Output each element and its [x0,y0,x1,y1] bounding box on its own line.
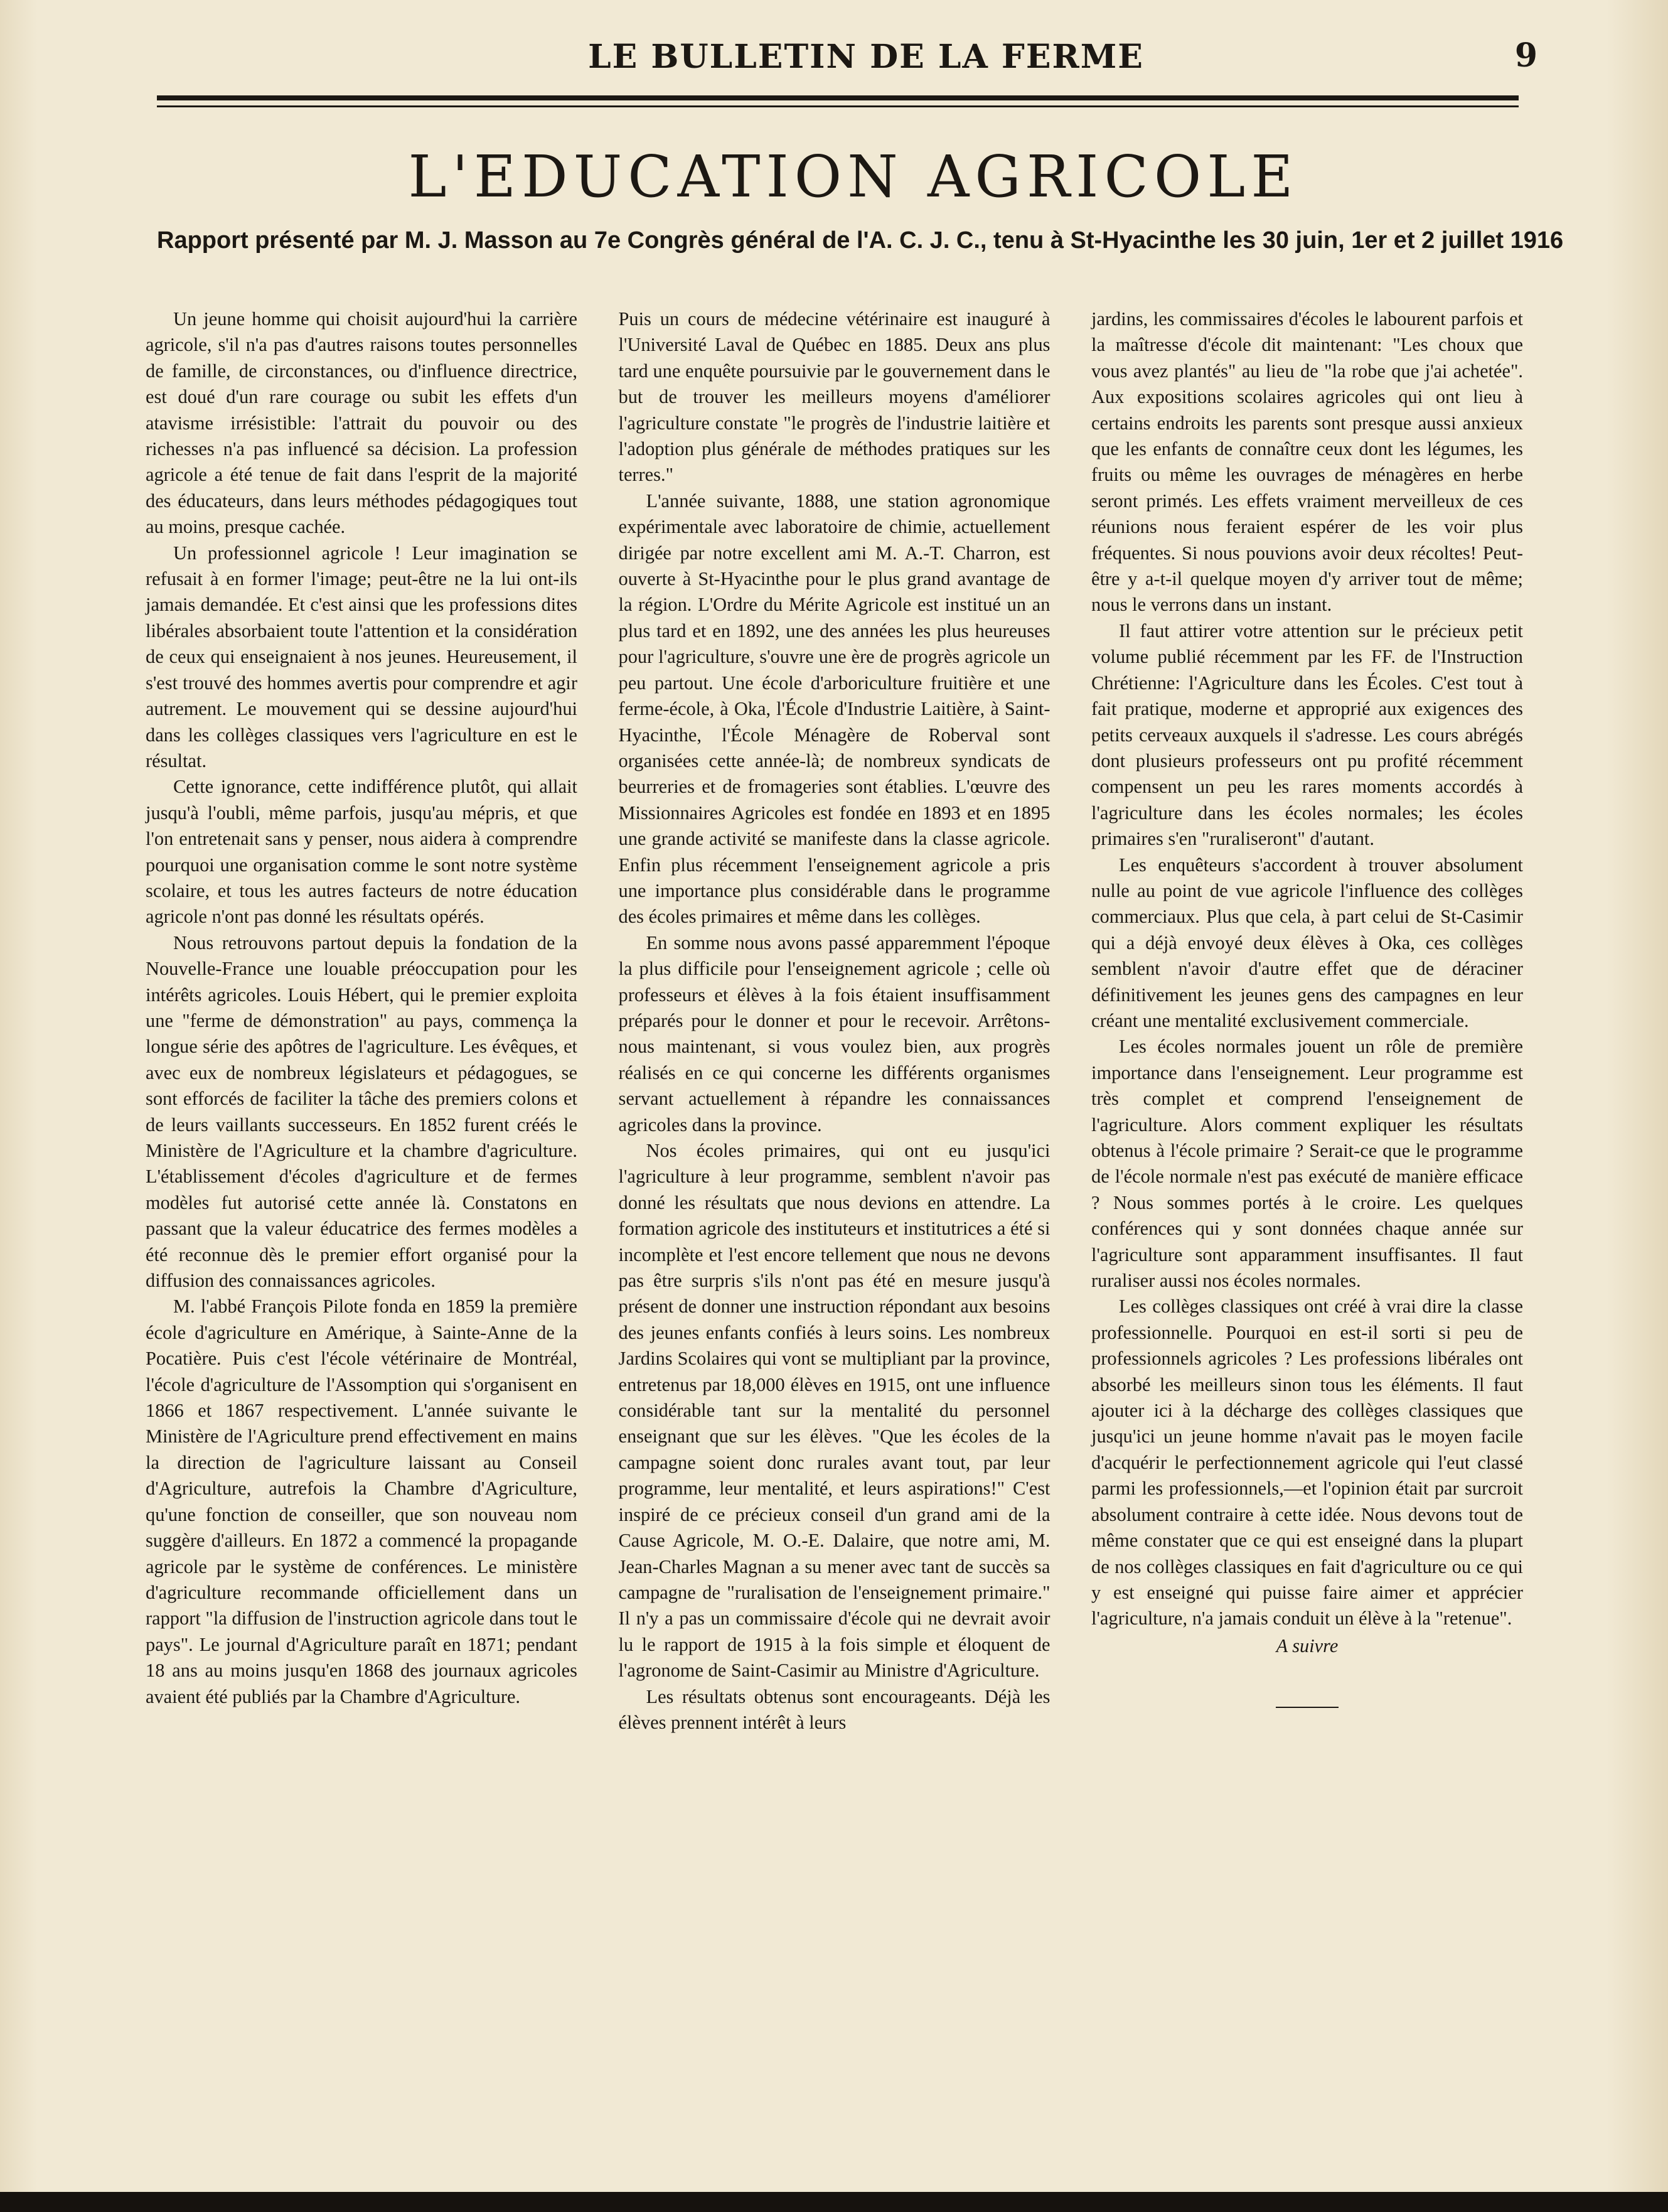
paragraph: Un jeune homme qui choisit aujourd'hui la carrière agricole, s'il n'a pas d'autres raisons toutes personnelles de famille, de circonstances, ou d'influence directrice, est doué d'un rare courage ou subit les effets d'un atavisme irrésistible: l'attrait du pouvoir ou des richesses n'a pas influencé sa décision. La profession agricole a été tenue de fait dans l'esprit de la majorité des éducateurs, dans leurs méthodes pédagogiques tout au moins, presque cachée. [146,308,577,538]
continued-note: A suivre [1276,1635,1339,1656]
header-rule-thick [157,95,1519,100]
paragraph: Les enquêteurs s'accordent à trouver absolument nulle au point de vue agricole l'influence des collèges commerciaux. Plus que cela, à part celui de St-Casimir qui a déjà envoyé deux élèves à Oka, ces collèges semblent n'avoir d'autre effet que de déraciner définitivement les jeunes gens des campagnes en leur créant une mentalité exclusivement commerciale. [1091,854,1523,1031]
paragraph: Il faut attirer votre attention sur le précieux petit volume publié récemment par les FF. de l'Instruction Chrétienne: l'Agriculture dans les Écoles. C'est tout à fait pratique, moderne et approprié aux exigences des petits cerveaux auxquels il s'adresse. Les cours abrégés dont plusieurs professeurs ont pu profité récemment compensent un peu les rares moments accordés à l'agriculture dans les écoles normales; les écoles primaires s'en "ruraliseront" d'autant. [1091,620,1523,850]
paragraph: En somme nous avons passé apparemment l'époque la plus difficile pour l'enseignement agricole ; celle où professeurs et élèves à la fois étaient insuffisamment préparés pour le donner et pour le recevoir. Arrêtons-nous maintenant, si vous voulez bien, aux progrès réalisés en ce qui concerne les différents organismes servant actuellement à répandre les connaissances agricoles dans la province. [618,932,1051,1136]
paragraph: Les écoles normales jouent un rôle de première importance dans l'enseignement. Leur programme est très complet et comprend l'enseignement de l'agriculture. Alors comment expliquer les résultats obtenus à l'école primaire ? Serait-ce que le programme de l'école normale n'est pas exécuté de manière efficace ? Nous sommes portés à le croire. Les quelques conférences qui y sont données chaque année sur l'agriculture sont apparamment insuffisantes. Il faut ruraliser aussi nos écoles normales. [1091,1036,1523,1292]
header-rule-thin [157,105,1519,107]
paragraph: Nous retrouvons partout depuis la fondation de la Nouvelle-France une louable préoccupation pour les intérêts agricoles. Louis Hébert, qui le premier exploita une "ferme de démonstration" au pays, commença la longue série des apôtres de l'agriculture. Les évêques, et avec eux de nombreux législateurs et pédagogues, se sont efforcés de faciliter la tâche des premiers colons et de leurs vaillants successeurs. En 1852 furent créés le Ministère de l'Agriculture et la chambre d'agriculture. L'établissement d'écoles d'agriculture et de fermes modèles fut autorisé cette année là. Constatons en passant que la valeur éducatrice des fermes modèles a été reconnue dès le premier effort organisé pour la diffusion des connaissances agricoles. [146,932,577,1292]
column-2 [619,306,1051,2089]
paragraph: Cette ignorance, cette indifférence plutôt, qui allait jusqu'à l'oubli, même parfois, jusqu'au mépris, et que l'on entretenait sans y penser, nous aidera à comprendre pourquoi une organisation comme le sont notre système scolaire, et tous les autres facteurs de notre éducation agricole n'ont pas donné les résultats opérés. [146,776,577,928]
column-3 [1091,306,1523,2089]
scan-edge [0,2192,1668,2212]
paragraph: M. l'abbé François Pilote fonda en 1859 la première école d'agriculture en Amérique, à Sainte-Anne de la Pocatière. Puis c'est l'école vétérinaire de Montréal, l'école d'agriculture de l'Assomption qui s'organisent en 1866 et 1867 respectivement. L'année suivante le Ministère de l'Agriculture prend effectivement en mains la direction de l'agriculture laissant au Conseil d'Agriculture, autrefois la Chambre d'Agriculture, qu'une fonction de conseiller, que son nouveau nom suggère d'ailleurs. En 1872 a commencé la propagande agricole par le système de conférences. Le ministère d'agriculture recommande officiellement dans un rapport "la diffusion de l'instruction agricole dans tout le pays". Le journal d'Agriculture paraît en 1871; pendant 18 ans au moins jusqu'en 1868 des journaux agricoles avaient été publiés par la Chambre d'Agriculture. [146,1296,577,1707]
page-number: 9 [1514,36,1537,75]
paragraph: Les collèges classiques ont créé à vrai dire la classe professionnelle. Pourquoi en est-il sorti si peu de professionnels agricoles ? Les professions libérales ont absorbé les meilleurs sinon tous les éléments. Il faut ajouter ici à la décharge des collèges classiques que jusqu'ici un jeune homme n'avait pas le moyen facile d'acquérir le perfectionnement agricole qui l'eut classé parmi les professionnels,—et l'opinion était par surcroit absolument contraire à cette idée. Nous devons tout de même constater que ce qui est enseigné dans la plupart de nos collèges classiques en fait d'agriculture ou ce qui y est enseigné qui puisse faire aimer et apprécier l'agriculture, n'a jamais conduit un élève à la "retenue". [1091,1296,1523,1629]
paragraph: Les résultats obtenus sont encourageants. Déjà les élèves prennent intérêt à leurs [618,1685,1051,1733]
article-subtitle: Rapport présenté par M. J. Masson au 7e Congrès général de l'A. C. J. C., tenu à St-Hyacinthe les 30 juin, 1er et 2 juillet 1916 [157,227,1564,254]
end-rule [1276,1707,1339,1708]
column-1 [146,306,577,2089]
article-title: L'EDUCATION AGRICOLE [408,143,1299,210]
paragraph: L'année suivante, 1888, une station agronomique expérimentale avec laboratoire de chimie, actuellement dirigée par notre excellent ami M. A.-T. Charron, est ouverte à St-Hyacinthe pour le plus grand avantage de la région. L'Ordre du Mérite Agricole est institué un an plus tard et en 1892, une des années les plus heureuses pour l'agriculture, s'ouvre une ère de progrès agricole un peu partout. Une école d'arboriculture fruitière et une ferme-école, à Oka, l'École d'Industrie Laitière, à Saint-Hyacinthe, l'École Ménagère de Roberval sont organisées cette année-là; de nombreux syndicats de beurreries et de fromageries sont établies. L'œuvre des Missionnaires Agricoles est fondée en 1893 et en 1895 une grande activité se manifeste dans la classe agricole. Enfin plus récemment l'enseignement agricole a pris une importance plus considérable dans le programme des écoles primaires et même dans les collèges. [618,490,1051,928]
paragraph: Nos écoles primaires, qui ont eu jusqu'ici l'agriculture à leur programme, semblent n'avoir pas donné les résultats que nous devions en attendre. La formation agricole des instituteurs et institutrices a été si incomplète et l'est encore tellement que nous ne devons pas être surpris s'ils n'ont pas été en mesure jusqu'à présent de donner une instruction répondant aux besoins des jeunes enfants confiés à leurs soins. Les nombreux Jardins Scolaires qui vont se multipliant par la province, entretenus par 18,000 élèves en 1915, ont une influence considérable tant sur la mentalité du personnel enseignant que sur les élèves. "Que les écoles de la campagne soient donc rurales avant tout, par leur programme, leur mentalité, et leurs aspirations!" C'est inspiré de ce précieux conseil d'un grand ami de la Cause Agricole, M. O.-E. Dalaire, que notre ami, M. Jean-Charles Magnan a su mener avec tant de succès sa campagne de "ruralisation de l'enseignement primaire." Il n'y a pas un commissaire d'école qui ne devrait avoir lu le rapport de 1915 à la fois simple et éloquent de l'agronome de Saint-Casimir au Ministre d'Agriculture. [618,1140,1051,1682]
paragraph: Un professionnel agricole ! Leur imagination se refusait à en former l'image; peut-être ne la lui ont-ils jamais demandée. Et c'est ainsi que les professions dites libérales absorbaient toute l'attention et la considération de ceux qui enseignaient à nos jeunes. Heureusement, il s'est trouvé des hommes avertis pour comprendre et agir autrement. Le mouvement qui se dessine aujourd'hui dans les collèges classiques vers l'agriculture en est le résultat. [146,542,577,771]
paragraph: jardins, les commissaires d'écoles le labourent parfois et la maîtresse d'école dit maintenant: "Les choux que vous avez plantés" au lieu de "la robe que j'ai achetée". Aux expositions scolaires agricoles qui ont lieu à certains endroits les parents sont presque aussi anxieux que les enfants de connaître ceux dont les légumes, les fruits ou même les ouvrages de ménagères en herbe seront primés. Les effets vraiment merveilleux de ces réunions nous feraient espérer de les voir plus fréquentes. Si nous pouvions avoir deux récoltes! Peut-être y a-t-il quelque moyen d'y arriver tout de même; nous le verrons dans un instant. [1091,308,1523,616]
article-body [146,306,1523,2089]
publication-title: LE BULLETIN DE LA FERME [588,38,1144,76]
paragraph: Puis un cours de médecine vétérinaire est inauguré à l'Université Laval de Québec en 1885. Deux ans plus tard une enquête poursuivie par le gouvernement dans le but de trouver les meilleurs moyens d'améliorer l'agriculture constate "le progrès de l'industrie laitière et l'adoption plus générale de méthodes pratiques sur les terres." [618,308,1051,486]
